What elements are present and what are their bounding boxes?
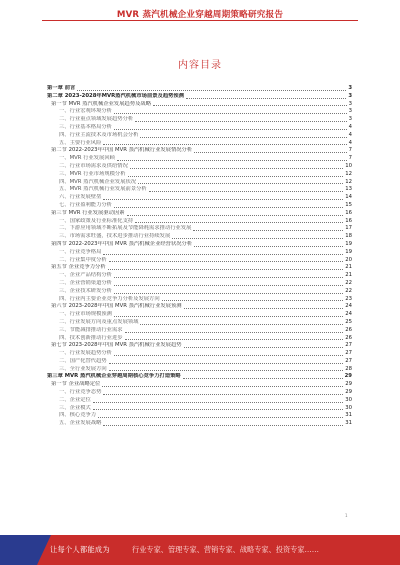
toc-leader-dots: [114, 277, 343, 278]
toc-entry[interactable]: [47, 108, 352, 116]
toc-entry-label: 四、MVR 蒸汽机械企业发展状况: [59, 178, 137, 185]
toc-entry-page: 25: [345, 318, 352, 325]
footer-sub-text: 行业专家、管理专家、营销专家、战略专家、投资专家……: [132, 545, 319, 554]
toc-entry-page: 3: [348, 85, 352, 91]
toc-entry-page: 4: [348, 139, 352, 146]
toc-entry[interactable]: [47, 202, 352, 210]
toc-leader-dots: [108, 269, 344, 270]
toc-entry-label: 第六节 2023-2028年中国 MVR 蒸汽机械行业发展预测: [51, 303, 182, 310]
toc-entry[interactable]: [47, 218, 352, 226]
toc-entry-page: 29: [345, 381, 352, 388]
toc-entry-label: 三、企业模式: [59, 404, 91, 411]
toc-entry[interactable]: [47, 186, 352, 194]
toc-entry-page: 3: [348, 108, 352, 115]
toc-entry[interactable]: [47, 93, 352, 101]
toc-entry-label: 一、行业竞争格局: [59, 248, 102, 255]
toc-entry-label: 一、企业产品结构分析: [59, 272, 112, 279]
toc-entry-label: 一、行业竞争态势: [59, 389, 102, 396]
toc-leader-dots: [98, 417, 343, 418]
toc-entry-page: 4: [348, 123, 352, 130]
toc-entry-label: 第五节 企业竞争力分析: [51, 264, 106, 271]
toc-entry[interactable]: [47, 296, 352, 304]
toc-leader-dots: [93, 402, 343, 403]
toc-entry-page: 24: [345, 311, 352, 318]
toc-entry-page: 17: [345, 225, 352, 232]
toc-leader-dots: [103, 394, 343, 395]
toc-entry-page: 27: [345, 350, 352, 357]
toc-entry-page: 12: [345, 178, 352, 185]
toc-entry-label: 二、行业市场需求及供给情况: [59, 162, 128, 169]
toc-entry-page: 22: [345, 287, 352, 294]
toc-entry-page: 24: [345, 303, 352, 310]
toc-leader-dots: [93, 409, 343, 410]
toc-entry[interactable]: [47, 327, 352, 335]
toc-entry[interactable]: [47, 389, 352, 397]
toc-entry-page: 26: [345, 334, 352, 341]
toc-entry-label: 二、行业发展方向及重点发展领域: [59, 318, 139, 325]
toc-leader-dots: [109, 261, 344, 262]
toc-entry-label: 四、行业内主要企业竞争力分析及发展方向: [59, 295, 160, 302]
toc-leader-dots: [186, 98, 346, 99]
toc-entry[interactable]: [47, 225, 352, 233]
toc-entry[interactable]: [47, 116, 352, 124]
toc-leader-dots: [103, 425, 343, 426]
toc-leader-dots: [183, 378, 343, 379]
report-header: [0, 0, 400, 22]
toc-entry[interactable]: [47, 163, 352, 171]
toc-entry[interactable]: [47, 155, 352, 163]
toc-leader-dots: [125, 339, 344, 340]
toc-entry[interactable]: [47, 257, 352, 265]
toc-entry[interactable]: [47, 210, 352, 218]
toc-leader-dots: [114, 129, 347, 130]
toc-entry-page: 16: [345, 209, 352, 216]
toc-leader-dots: [114, 285, 343, 286]
toc-entry-page: 26: [345, 326, 352, 333]
toc-leader-dots: [109, 363, 344, 364]
toc-leader-dots: [153, 105, 347, 106]
toc-entry-page: 3: [348, 100, 352, 107]
toc-entry-label: 一、MVR 行业发展回顾: [59, 155, 115, 162]
toc-entry-page: 16: [345, 217, 352, 224]
footer-main-text: 让每个人都能成为: [50, 545, 110, 554]
toc-entry-page: 31: [345, 420, 352, 427]
toc-entry-page: 20: [345, 256, 352, 263]
toc-entry[interactable]: [47, 381, 352, 389]
toc-entry[interactable]: [47, 241, 352, 249]
toc-entry-label: 五、MVR 蒸汽机械行业发展前景分析: [59, 186, 147, 193]
toc-entry-page: 7: [348, 155, 352, 162]
toc-entry[interactable]: [47, 358, 352, 366]
toc-entry-label: 四、核心竞争力: [59, 412, 97, 419]
toc-entry-label: 二、行业重点领域发展趋势分析: [59, 116, 134, 123]
toc-leader-dots: [127, 215, 344, 216]
toc-entry-page: 14: [345, 194, 352, 201]
toc-entry-page: 27: [345, 357, 352, 364]
toc-entry[interactable]: [47, 147, 352, 155]
toc-entry-label: 四、技术创新推动行业进步: [59, 334, 123, 341]
toc-entry-label: 三、全行业发展方向: [59, 365, 107, 372]
toc-leader-dots: [194, 246, 343, 247]
toc-leader-dots: [135, 121, 346, 122]
toc-entry-label: 五、企业发展战略: [59, 420, 102, 427]
toc-leader-dots: [140, 137, 346, 138]
toc-entry[interactable]: [47, 233, 352, 241]
toc-leader-dots: [194, 152, 346, 153]
toc-entry-page: 28: [345, 365, 352, 372]
toc-leader-dots: [114, 113, 347, 114]
toc-entry[interactable]: [47, 319, 352, 327]
toc-entry-page: 13: [345, 186, 352, 193]
toc-entry[interactable]: [47, 249, 352, 257]
toc-entry-label: 二、行业集中度分析: [59, 256, 107, 263]
toc-entry-page: 30: [345, 396, 352, 403]
toc-entry-label: 四、行业主流技术及市场机会分析: [59, 131, 139, 138]
toc-entry-label: 三、MVR 行业市场规模分析: [59, 170, 126, 177]
toc-entry[interactable]: [47, 272, 352, 280]
toc-entry[interactable]: [47, 85, 352, 93]
toc-leader-dots: [114, 207, 343, 208]
toc-entry-label: 二、企业营销渠道分析: [59, 279, 112, 286]
toc-entry-page: 7: [348, 147, 352, 154]
toc-entry-page: 4: [348, 131, 352, 138]
toc-leader-dots: [184, 347, 344, 348]
toc-leader-dots: [103, 254, 343, 255]
toc-entry-label: 一、国家政策及行业标准化支持: [59, 217, 134, 224]
toc-leader-dots: [114, 293, 343, 294]
toc-entry[interactable]: [47, 101, 352, 109]
toc-leader-dots: [149, 191, 344, 192]
toc-entry[interactable]: [47, 171, 352, 179]
toc-leader-dots: [130, 168, 343, 169]
toc-entry-page: 27: [345, 342, 352, 349]
toc-entry-label: 第一节 企业战略定位: [51, 381, 101, 388]
toc-entry-page: 10: [345, 162, 352, 169]
toc-entry-page: 15: [345, 201, 352, 208]
toc-leader-dots: [162, 300, 344, 301]
toc-leader-dots: [125, 332, 344, 333]
toc-entry-label: 第四节 2022-2023年中国 MVR 蒸汽机械企业经营状况分析: [51, 240, 193, 247]
toc-leader-dots: [109, 370, 344, 371]
footer-accent: [0, 535, 51, 565]
toc-leader-dots: [102, 386, 343, 387]
toc-entry-label: 第二章 2023-2028年MVR蒸汽机械市场前景及趋势预测: [47, 92, 185, 99]
toc-entry[interactable]: [47, 350, 352, 358]
toc-leader-dots: [140, 324, 343, 325]
toc-entry-label: 三、节能减排推动行业需求: [59, 326, 123, 333]
toc-leader-dots: [117, 160, 347, 161]
toc-leader-dots: [128, 176, 344, 177]
toc-leader-dots: [138, 183, 343, 184]
toc-entry-label: 第二节 2022-2023年中国 MVR 蒸汽机械行业发展情况分析: [51, 147, 193, 154]
toc-leader-dots: [172, 238, 343, 239]
header-rule: [42, 20, 358, 21]
toc-leader-dots: [103, 199, 343, 200]
toc-entry-label: 第三节 MVR 行业发展驱动因素: [51, 209, 125, 216]
toc-leader-dots: [184, 308, 344, 309]
toc-entry-page: 31: [345, 412, 352, 419]
toc-entry-label: 七、行业盈利能力分析: [59, 201, 112, 208]
toc-entry[interactable]: [47, 335, 352, 343]
toc-entry-label: 二、下游应用领域不断拓展及节能降耗需求推动行业发展: [59, 225, 192, 232]
toc-entry-label: 三、行业基本格局分析: [59, 123, 112, 130]
toc-entry-label: 二、国产化替代趋势: [59, 357, 107, 364]
toc-entry[interactable]: [47, 288, 352, 296]
page-number: 1: [345, 513, 348, 518]
toc-entry-label: 三、市场需求旺盛，技术进步推动行业持续发展: [59, 233, 171, 240]
toc-entry-page: 3: [348, 92, 352, 99]
toc-entry-label: 一、行业宏观环境分析: [59, 108, 112, 115]
toc-entry[interactable]: [47, 140, 352, 148]
toc-entry-page: 19: [345, 240, 352, 247]
report-title: MVR 蒸汽机械企业穿越周期策略研究报告: [116, 10, 284, 20]
toc-entry[interactable]: [47, 264, 352, 272]
toc-entry-label: 一、行业市场规模预测: [59, 311, 112, 318]
toc-entry-label: 第一节 MVR 蒸汽机械企业发展趋势及战略: [51, 100, 151, 107]
toc-leader-dots: [103, 144, 346, 145]
toc-entry[interactable]: [47, 124, 352, 132]
toc-entry-page: 21: [345, 272, 352, 279]
toc-entry[interactable]: [47, 412, 352, 420]
toc-entry-label: 六、行业发展壁垒: [59, 194, 102, 201]
toc-entry-page: 23: [345, 295, 352, 302]
toc-entry-page: 18: [345, 233, 352, 240]
toc-entry-page: 30: [345, 404, 352, 411]
toc-entry-label: 二、企业定位: [59, 396, 91, 403]
toc-entry-label: 第一章 前言: [47, 85, 76, 91]
toc-leader-dots: [135, 222, 343, 223]
toc-entry[interactable]: [47, 405, 352, 413]
toc-title: 内容目录: [178, 60, 222, 71]
toc-entry-label: 一、行业发展趋势分析: [59, 350, 112, 357]
toc-entry[interactable]: [47, 280, 352, 288]
toc-leader-dots: [77, 90, 346, 91]
toc-entry-page: 21: [345, 264, 352, 271]
toc-entry[interactable]: [47, 397, 352, 405]
toc-entry-page: 19: [345, 248, 352, 255]
toc-entry-label: 第七节 2023-2028年中国 MVR 蒸汽机械行业发展趋势: [51, 342, 182, 349]
toc-entry-label: 三、企业技术研发分析: [59, 287, 112, 294]
toc-entry[interactable]: [47, 194, 352, 202]
table-of-contents: [47, 85, 352, 428]
toc-entry[interactable]: [47, 420, 352, 428]
toc-entry-page: 29: [345, 389, 352, 396]
toc-entry[interactable]: [47, 311, 352, 319]
toc-leader-dots: [114, 316, 343, 317]
footer-banner: [0, 535, 400, 565]
toc-entry-page: 29: [344, 373, 352, 380]
toc-entry[interactable]: [47, 303, 352, 311]
toc-entry[interactable]: [47, 373, 352, 381]
toc-entry[interactable]: [47, 342, 352, 350]
toc-entry[interactable]: [47, 179, 352, 187]
toc-entry[interactable]: [47, 132, 352, 140]
toc-leader-dots: [193, 230, 343, 231]
toc-entry[interactable]: [47, 366, 352, 374]
toc-entry-page: 12: [345, 170, 352, 177]
toc-entry-page: 3: [348, 116, 352, 123]
toc-entry-label: 五、主要行业风险: [59, 139, 102, 146]
toc-entry-page: 22: [345, 279, 352, 286]
toc-entry-label: 第三章 MVR 蒸汽机械企业穿越周期核心竞争力打造策略: [47, 373, 181, 380]
toc-leader-dots: [114, 355, 343, 356]
